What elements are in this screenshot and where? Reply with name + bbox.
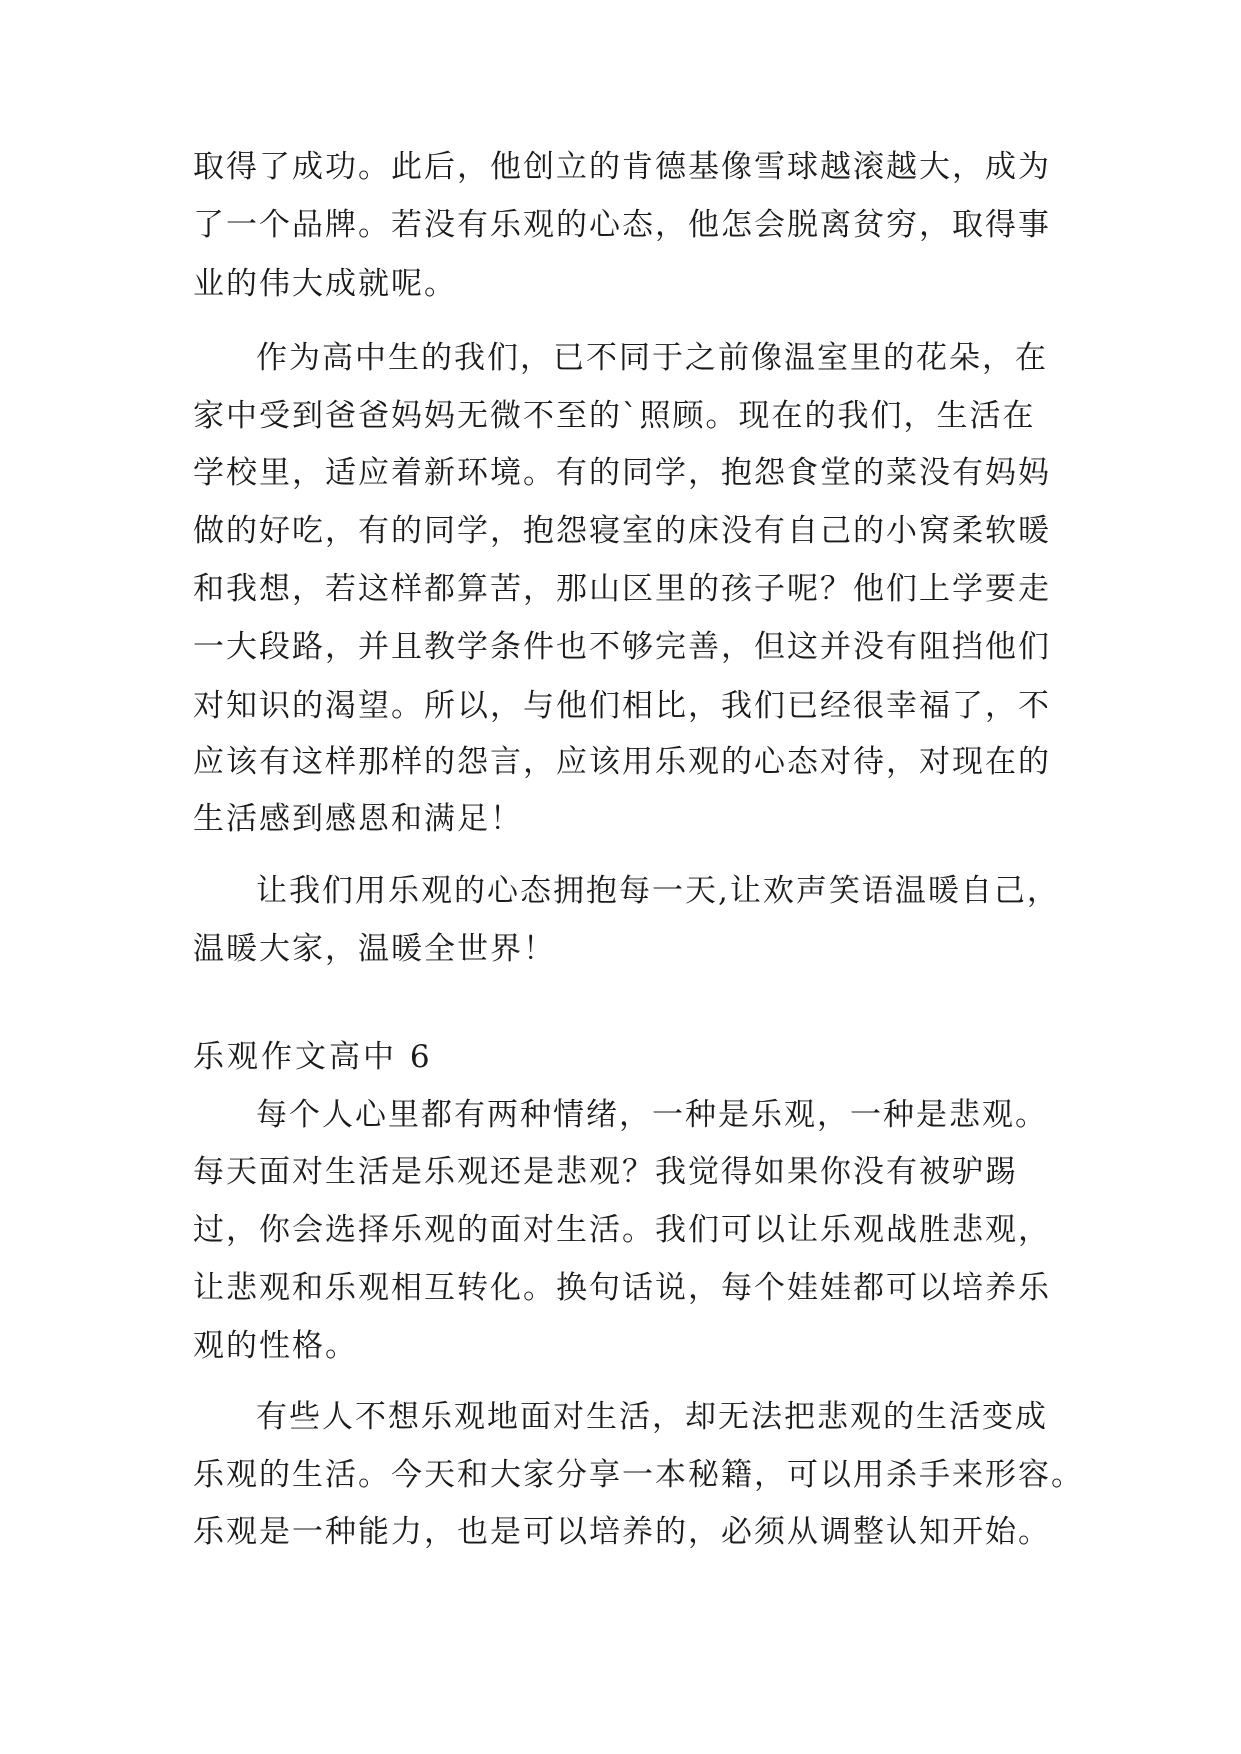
text-line: 业的伟大成就呢。 — [193, 266, 457, 302]
text-line: 让我们用乐观的心态拥抱每一天,让欢声笑语温暖自己， — [256, 873, 1060, 909]
text-line: 过，你会选择乐观的面对生活。我们可以让乐观战胜悲观， — [193, 1212, 1051, 1248]
text-line: 生活感到感恩和满足！ — [193, 801, 523, 837]
section-heading: 乐观作文高中 6 — [193, 1039, 433, 1075]
text-line: 乐观是一种能力，也是可以培养的，必须从调整认知开始。 — [193, 1514, 1051, 1550]
text-line: 一大段路，并且教学条件也不够完善，但这并没有阻挡他们 — [193, 629, 1051, 665]
text-line: 观的性格。 — [193, 1328, 358, 1364]
text-line: 应该有这样那样的怨言，应该用乐观的心态对待，对现在的 — [193, 744, 1051, 780]
text-line: 有些人不想乐观地面对生活，却无法把悲观的生活变成 — [256, 1399, 1048, 1435]
text-line: 学校里，适应着新环境。有的同学，抱怨食堂的菜没有妈妈 — [193, 455, 1051, 491]
text-line: 和我想，若这样都算苦，那山区里的孩子呢？他们上学要走 — [193, 571, 1051, 607]
text-line: 温暖大家，温暖全世界！ — [193, 931, 556, 967]
text-line: 每个人心里都有两种情绪，一种是乐观，一种是悲观。 — [256, 1097, 1048, 1133]
text-line: 每天面对生活是乐观还是悲观？我觉得如果你没有被驴踢 — [193, 1154, 1018, 1190]
text-line: 对知识的渴望。所以，与他们相比，我们已经很幸福了，不 — [193, 688, 1051, 724]
text-line: 家中受到爸爸妈妈无微不至的`照顾。现在的我们，生活在 — [193, 398, 1036, 434]
text-line: 乐观的生活。今天和大家分享一本秘籍，可以用杀手来形容。 — [193, 1457, 1084, 1493]
text-line: 取得了成功。此后，他创立的肯德基像雪球越滚越大，成为 — [193, 149, 1051, 185]
text-line: 让悲观和乐观相互转化。换句话说，每个娃娃都可以培养乐 — [193, 1270, 1051, 1306]
text-line: 做的好吃，有的同学，抱怨寝室的床没有自己的小窝柔软暖 — [193, 513, 1051, 549]
text-line: 作为高中生的我们，已不同于之前像温室里的花朵，在 — [256, 340, 1048, 376]
text-line: 了一个品牌。若没有乐观的心态，他怎会脱离贫穷，取得事 — [193, 207, 1051, 243]
